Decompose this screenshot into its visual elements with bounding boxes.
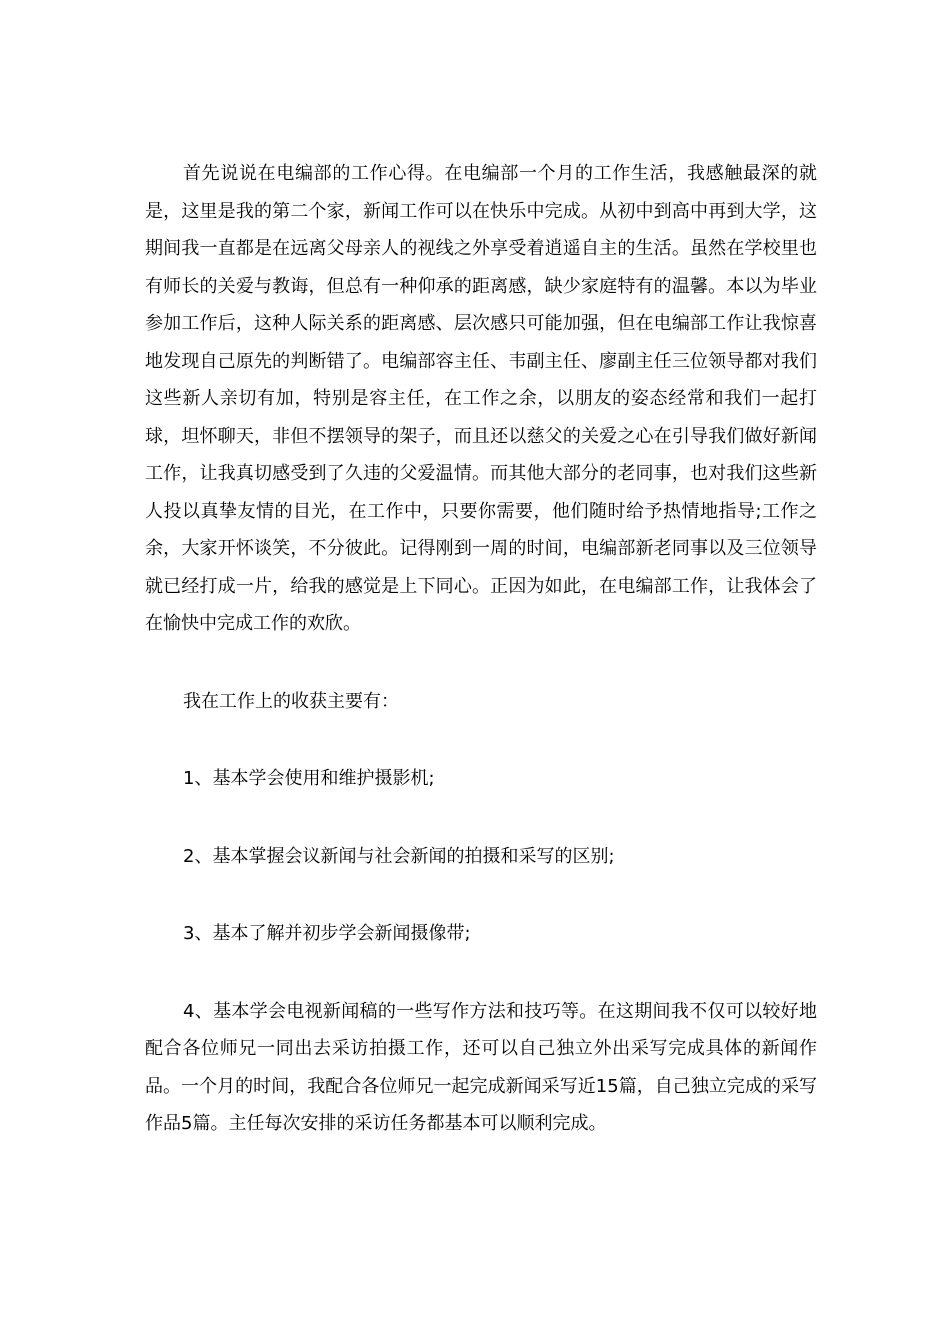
paragraph-spacer	[145, 953, 817, 993]
paragraph-spacer	[145, 720, 817, 760]
paragraph-spacer	[145, 798, 817, 838]
list-item-4: 4、基本学会电视新闻稿的一些写作方法和技巧等。在这期间我不仅可以较好地配合各位师兄一同出去采访拍摄工作，还可以自己独立外出采写完成具体的新闻作品。一个月的时间，我配合各位师兄一起完成新闻采写近15篇，自己独立完成的采写作品5篇。主任每次安排的采访任务都基本可以顺利完成。	[145, 1000, 817, 1134]
paragraph-gains-intro: 我在工作上的收获主要有：	[183, 690, 399, 712]
paragraph-work-experience: 首先说说在电编部的工作心得。在电编部一个月的工作生活，我感触最深的就是，这里是我的第二个家，新闻工作可以在快乐中完成。从初中到高中再到大学，这期间我一直都是在远离父母亲人的视线之外享受着逍遥自主的生活。虽然在学校里也有师长的关爱与教诲，但总有一种仰承的距离感，缺少家庭特有的温馨。本以为毕业参加工作后，这种人际关系的距离感、层次感只可能加强，但在电编部工作让我惊喜地发现自己原先的判断错了。电编部容主任、韦副主任、廖副主任三位领导都对我们这些新人亲切有加，特别是容主任，在工作之余，以朋友的姿态经常和我们一起打球，坦怀聊天，非但不摆领导的架子，而且还以慈父的关爱之心在引导我们做好新闻工作，让我真切感受到了久违的父爱温情。而其他大部分的老同事，也对我们这些新人投以真挚友情的目光，在工作中，只要你需要，他们随时给予热情地指导;工作之余，大家开怀谈笑，不分彼此。记得刚到一周的时间，电编部新老同事以及三位领导就已经打成一片，给我的感觉是上下同心。正因为如此，在电编部工作，让我体会了在愉快中完成工作的欢欣。	[145, 163, 817, 634]
paragraph-spacer	[145, 875, 817, 915]
list-item-3: 3、基本了解并初步学会新闻摄像带;	[183, 923, 471, 944]
document-body	[145, 155, 817, 1143]
list-item-2: 2、基本掌握会议新闻与社会新闻的拍摄和采写的区别;	[183, 845, 615, 867]
paragraph-spacer	[145, 643, 817, 683]
list-item-1: 1、基本学会使用和维护摄影机;	[183, 768, 435, 789]
